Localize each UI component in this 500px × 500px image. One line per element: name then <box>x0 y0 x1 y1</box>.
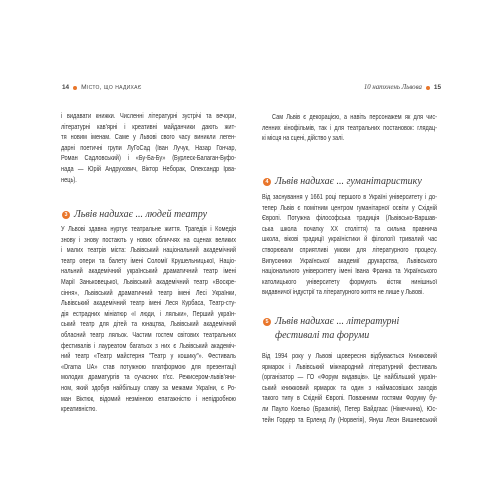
text-line: видавничої індустрії та літературного життя не лише у Львові. <box>262 287 424 297</box>
left-page-number: 14 <box>62 84 70 91</box>
text-line: фестивалів і лауреатом багатьох з них є Львівський академіч- <box>61 340 237 350</box>
section-3-title: Львів надихає ... людей театру <box>74 209 208 220</box>
text-line: дія естрадних мініатюр «І люди, і ляльки», Перший україн- <box>61 308 237 318</box>
text-line: Від 1994 року у Львові щовересня відбувається Книжковий <box>262 351 438 360</box>
text-line: Сам Львів є декорацією, а навіть персонажем як для чис- <box>272 112 438 121</box>
text-line: ська школа початку XX століття) та сильна правнича <box>262 223 438 233</box>
text-line: У Львові здавна нуртує театральне життя. Трагедія і Комедія <box>61 224 237 233</box>
text-line: ний театр «Театр майстерня "Театр у кошику"». Фестиваль <box>61 351 237 361</box>
text-line: католицького університету формують кістяк нинішньої <box>262 276 438 286</box>
text-line: ярмарок і Львівський міжнародний літературний фестиваль <box>262 361 438 371</box>
text-line: дарні поетичні групи ЛуГоСад (Іван Лучук, Назар Гончар, <box>61 142 237 152</box>
text-line: нада — Юрій Андрухович, Віктор Неборак, Олександр Ірва- <box>61 163 237 173</box>
text-line: молодих драматургів та сучасних п’єс. Режисером-львів’яни- <box>61 372 237 382</box>
section-4-heading <box>262 175 422 189</box>
text-line: тейн Гордер та Ерленд Лу (Норвегія), Януш Леон Вишневський <box>262 414 438 424</box>
text-line: кі місця на сцені, дійство у залі. <box>262 133 345 143</box>
section-5-title-line: фестивалі та форуми <box>275 330 370 341</box>
text-line: нець). <box>61 174 77 184</box>
text-line: і малих театрів міста: Львівський національний академічний <box>61 245 237 255</box>
text-line: ман Віктюк, відомий незмінною епатажністю і непідробною <box>61 393 237 403</box>
text-line: Львівський академічний театр імені Леся Курбаса, Театр-сту- <box>61 298 237 308</box>
text-line: ленних кінофільмів, так і для театральних постановок: глядац- <box>262 122 438 132</box>
section-4-body <box>262 192 437 298</box>
text-line: і видавати книжки. Численні літературні зустрічі та вечори, <box>61 111 237 120</box>
section-4-title: Львів надихає ... гуманітаристику <box>275 176 422 187</box>
text-line: Від заснування у 1661 році першого в Україні університету і до- <box>262 192 438 201</box>
orange-dot-icon <box>73 86 77 90</box>
text-line: обласний театр ляльок. Частим гостем світових театральних <box>61 329 237 339</box>
section-5-heading <box>262 315 399 343</box>
text-line: (організатор — ГО «Форум видавців». Це найбільший україн- <box>262 372 438 382</box>
text-line: театр опери та балету імені Соломії Крушельницької, Націо- <box>61 255 237 265</box>
text-line: створювали сприятливі умови для літературного процесу. <box>262 244 438 254</box>
numbered-circle-icon: 4 <box>263 178 271 186</box>
text-line: «Drama UA» став потужною платформою для презентації <box>61 361 237 371</box>
section-5-body <box>262 351 437 425</box>
section-5-title-line: Львів надихає ... літературні <box>275 316 400 327</box>
text-line: нальний академічний український драматичний театр імені <box>61 266 237 276</box>
section-3-body <box>61 224 236 415</box>
text-line: такого типу в Східній Європі. Поважними гостями Форуму бу- <box>262 393 438 403</box>
right-intro-paragraph <box>262 112 437 144</box>
numbered-circle-icon: 3 <box>62 211 70 219</box>
text-line: ський театр для дітей та юнацтва, Львівський академічний <box>61 319 237 329</box>
text-line: Марії Заньковецької, Львівський академічний театр «Воскре- <box>61 276 237 286</box>
text-line: літературні кав’ярні і креативні майданчики дають жит- <box>61 121 237 131</box>
text-line: ном, який здобув найбільшу славу за межами України, є Ро- <box>61 382 237 392</box>
left-running-title: Місто, що надихає <box>81 84 142 91</box>
text-line: школа, вікові традиції україністики й філології тривалий час <box>262 234 438 244</box>
section-3-heading <box>61 208 207 222</box>
text-line: Випускники Української академії друкарства, Львівського <box>262 255 438 265</box>
left-intro-paragraph <box>61 111 236 185</box>
text-line: Європі. Потужна філософська традиція (Львівсько-Варшав- <box>262 213 438 223</box>
text-line: національного університету імені Івана Франка та Українського <box>262 266 438 276</box>
numbered-circle-icon: 5 <box>263 318 271 326</box>
text-line: Роман Садловський) і «Бу-Ба-Бу» (Бурлеск-Балаган-Буфо- <box>61 153 237 163</box>
section-5-title <box>275 315 399 343</box>
orange-dot-icon <box>426 86 430 90</box>
text-line: креативністю. <box>61 404 97 414</box>
text-line: тепер Львів є помітним центром гуманітарної освіти у Східній <box>262 202 438 212</box>
left-running-header <box>62 83 142 92</box>
right-page-number: 15 <box>433 84 441 91</box>
right-running-title: 10 натхнень Львова <box>363 84 422 91</box>
text-line: сіння», Львівський драматичний театр імені Лесі Українки, <box>61 287 237 297</box>
right-running-header <box>364 83 441 92</box>
text-line: ський книжковий ярмарок та один з наймасовіших заходів <box>262 382 438 392</box>
text-line: тя новим іменам. Саме у Львові свого часу виникли леген- <box>61 132 237 142</box>
text-line: знову і знову постають у нових обличчях на сценах великих <box>61 234 237 244</box>
text-line: ли Пауло Коельо (Бразилія), Петер Вайдгаас (Німеччина), Юс- <box>262 403 438 413</box>
